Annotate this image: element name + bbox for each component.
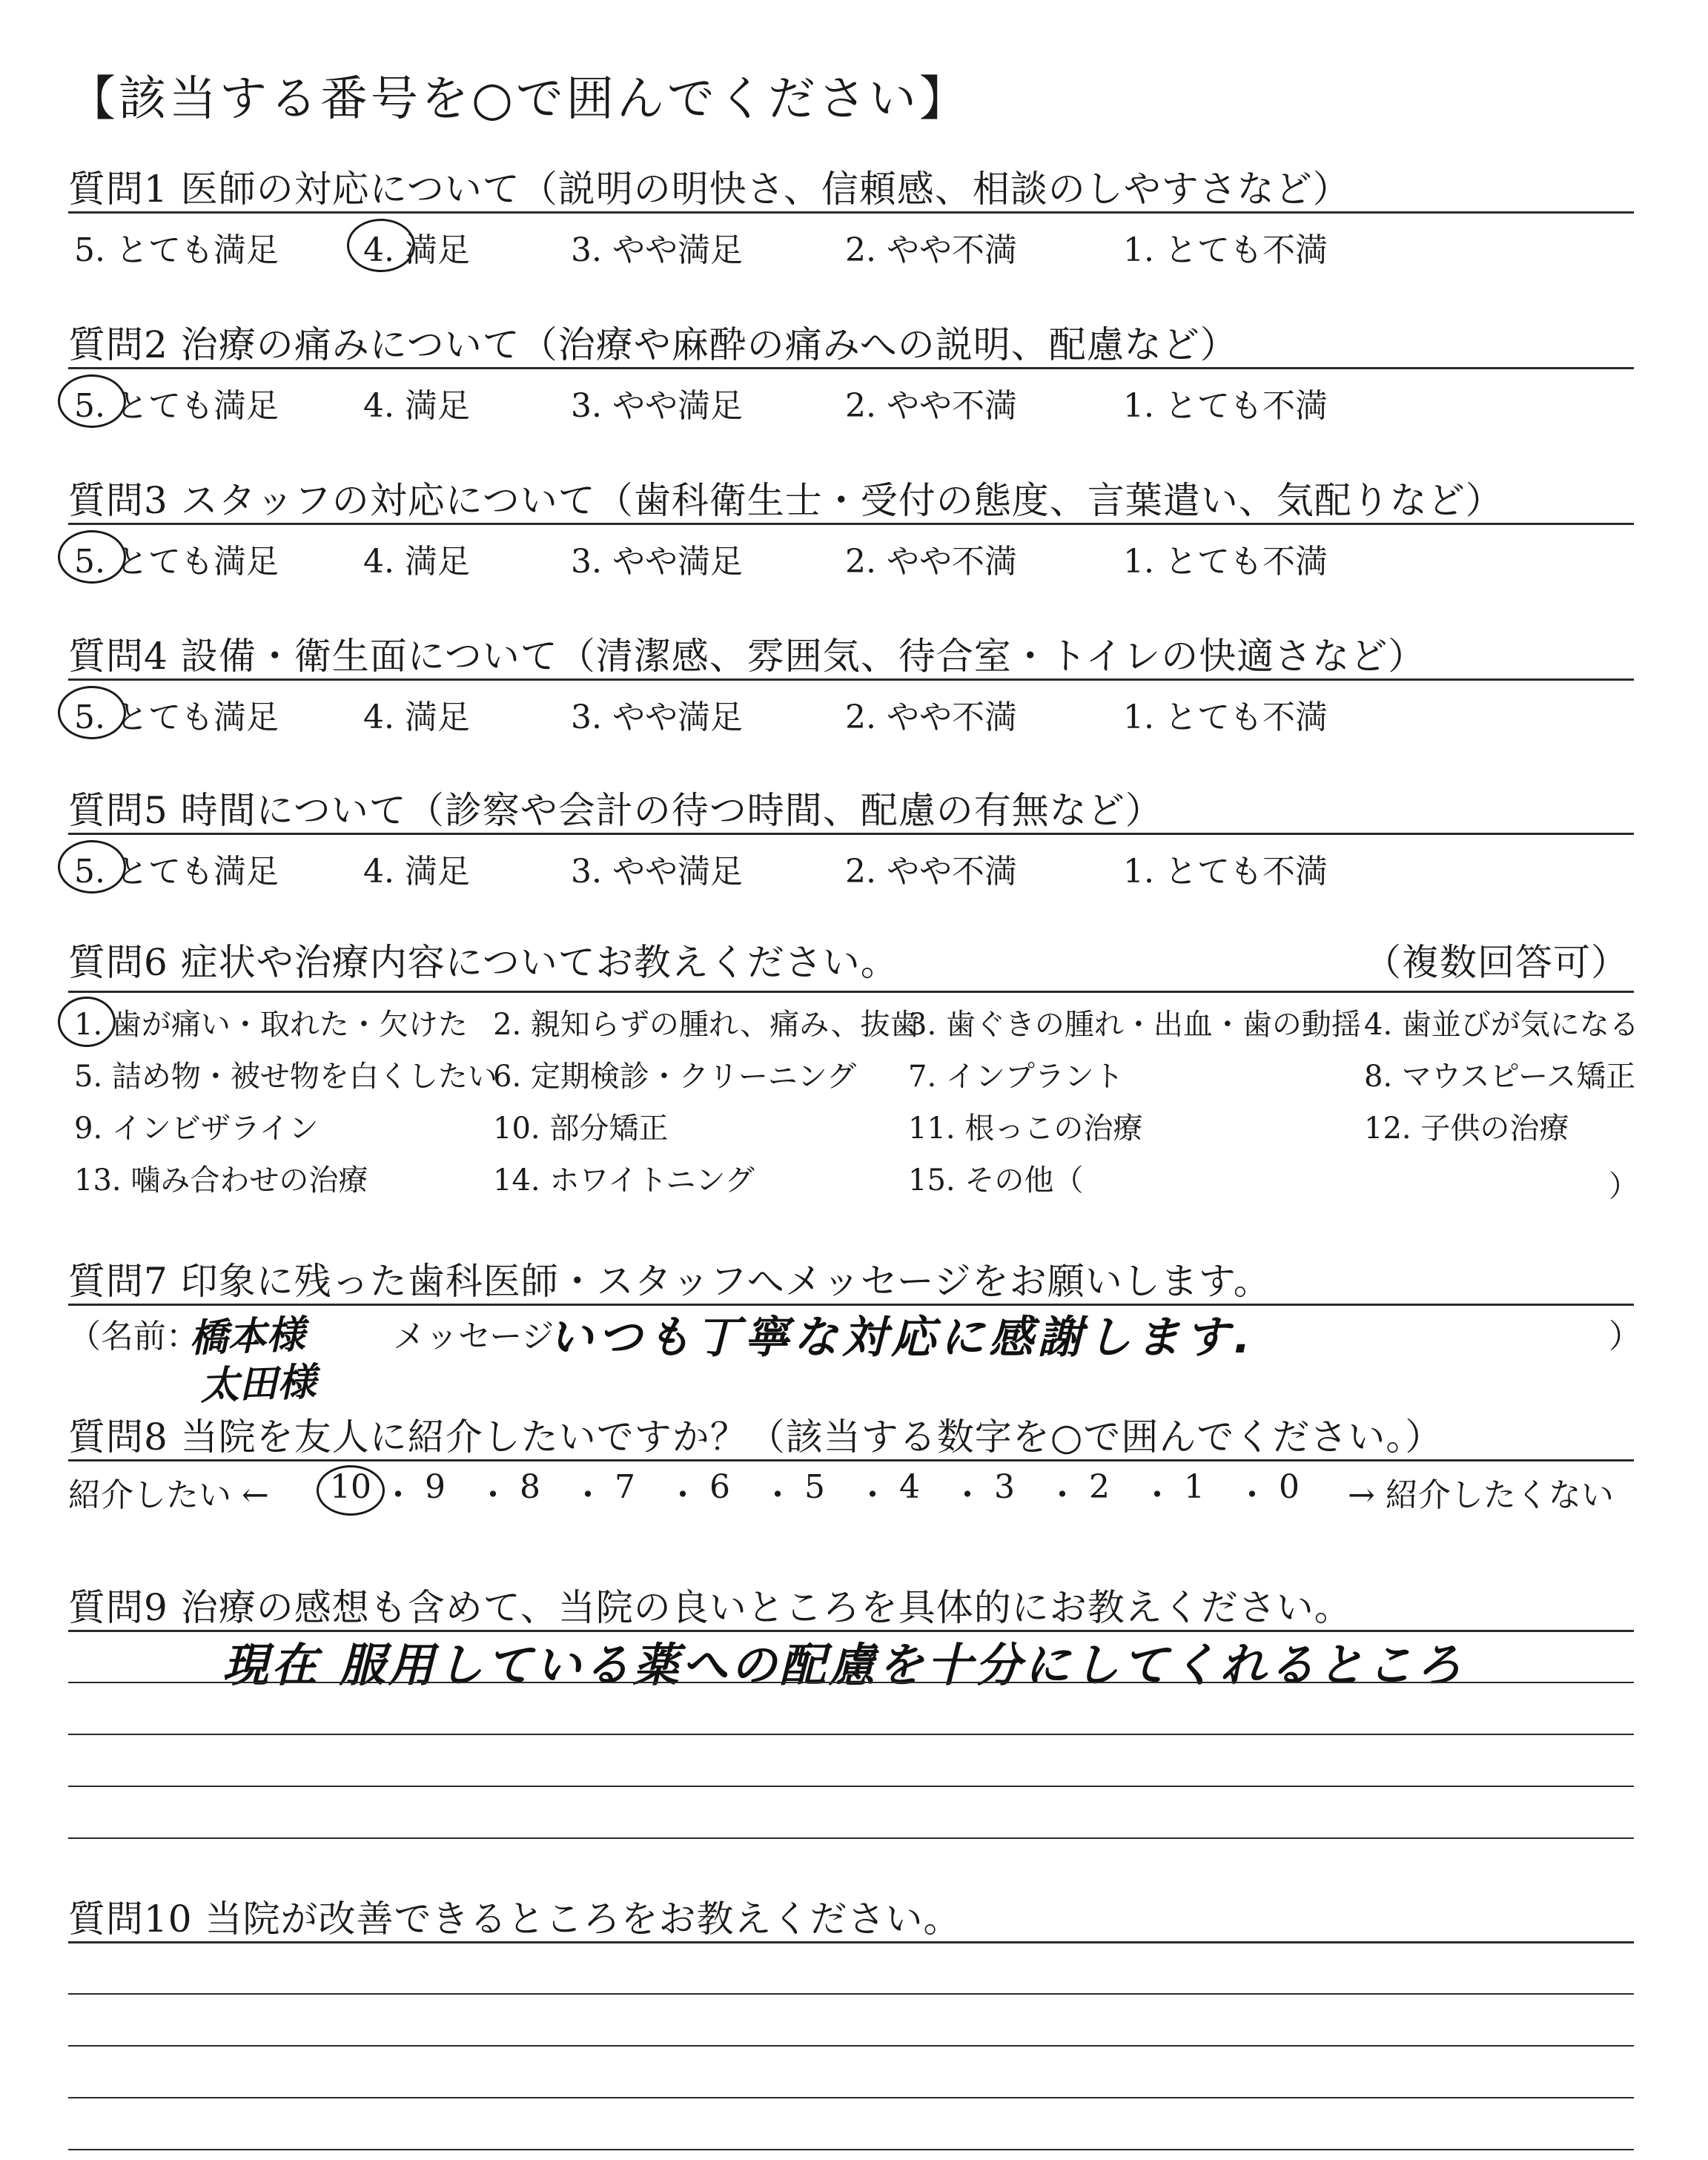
q6-item: 2. 親知らずの腫れ、痛み、抜歯: [493, 1008, 920, 1042]
scale-number: 1: [1184, 1468, 1205, 1506]
rating-option: 4. 満足: [363, 387, 470, 425]
question-label: 質問1 医師の対応について（説明の明快さ、信頼感、相談のしやすさなど）: [68, 168, 1351, 211]
q7-name-1: 橋本様: [188, 1312, 306, 1361]
rating-option: 4. 満足: [363, 853, 470, 891]
rating-option: 1. とても不満: [1123, 853, 1328, 891]
q9-line: [68, 1734, 1634, 1735]
q6-item: 3. 歯ぐきの腫れ・出血・歯の動揺: [908, 1008, 1361, 1042]
selection-circle: [317, 1465, 385, 1516]
q6-item: 6. 定期検診・クリーニング: [493, 1060, 857, 1094]
rating-option: 2. やや不満: [845, 231, 1017, 269]
rating-option: 1. とても不満: [1123, 387, 1328, 425]
rating-option: 4. 満足: [363, 543, 470, 581]
rating-option: 2. やや不満: [845, 387, 1017, 425]
scale-separator: ・: [666, 1476, 699, 1514]
selection-circle: [58, 374, 126, 428]
q6-rule: [68, 991, 1634, 993]
rating-option: 5. とても満足: [74, 231, 279, 269]
q10-line: [68, 2097, 1634, 2098]
q6-item: 12. 子供の治療: [1364, 1112, 1569, 1146]
scale-number: 10: [330, 1468, 371, 1506]
q6-item: 11. 根っこの治療: [908, 1112, 1143, 1146]
scale-number: 8: [520, 1468, 540, 1506]
scale-number: 9: [425, 1468, 446, 1506]
scale-number: 2: [1089, 1468, 1110, 1506]
rating-option: 5. とても満足: [74, 853, 279, 891]
scale-separator: ・: [856, 1476, 889, 1514]
selection-circle: [58, 997, 116, 1047]
rating-option: 3. やや満足: [571, 231, 743, 269]
q9-line: [68, 1837, 1634, 1839]
scale-number: 3: [994, 1468, 1015, 1506]
scale-number: 5: [804, 1468, 825, 1506]
scale-number: 7: [615, 1468, 635, 1506]
q10-line: [68, 1993, 1634, 1995]
scale-separator: ・: [477, 1476, 509, 1514]
q10-line: [68, 2045, 1634, 2047]
q10-rule: [68, 1941, 1634, 1943]
q6-item: 8. マウスピース矯正: [1364, 1060, 1636, 1094]
question-label: 質問2 治療の痛みについて（治療や麻酔の痛みへの説明、配慮など）: [68, 323, 1238, 366]
selection-circle: [347, 219, 415, 272]
rating-option: 5. とても満足: [74, 543, 279, 581]
rating-option: 3. やや満足: [571, 853, 743, 891]
scale-separator: ・: [761, 1476, 794, 1514]
q6-item: 13. 噛み合わせの治療: [74, 1163, 368, 1198]
question-rule: [68, 678, 1634, 681]
rating-option: 1. とても不満: [1123, 231, 1328, 269]
scale-separator: ・: [1141, 1476, 1174, 1514]
selection-circle: [58, 686, 126, 739]
q7-message: いつも丁寧な対応に感謝します.: [549, 1312, 1255, 1364]
selection-circle: [58, 530, 126, 584]
rating-option: 5. とても満足: [74, 698, 279, 736]
q7-message-label: メッセージ：: [393, 1318, 587, 1355]
q7-name-label: （名前：: [68, 1318, 199, 1355]
selection-circle: [58, 840, 126, 894]
rating-option: 3. やや満足: [571, 387, 743, 425]
q6-item: 7. インプラント: [908, 1060, 1124, 1094]
scale-separator: ・: [1046, 1476, 1079, 1514]
instruction-heading: 【該当する番号を○で囲んでください】: [68, 72, 970, 127]
q8-right: → 紹介したくない: [1348, 1476, 1614, 1514]
q9-label: 質問9 治療の感想も含めて、当院の良いところを具体的にお教えください。: [68, 1586, 1352, 1629]
q10-label: 質問10 当院が改善できるところをお教えください。: [68, 1898, 961, 1941]
q8-left: 紹介したい ←: [68, 1476, 269, 1514]
scale-separator: ・: [951, 1476, 984, 1514]
q8-label: 質問8 当院を友人に紹介したいですか？（該当する数字を○で囲んでください。）: [68, 1416, 1443, 1459]
question-rule: [68, 367, 1634, 369]
rating-option: 2. やや不満: [845, 698, 1017, 736]
question-rule: [68, 833, 1634, 835]
rating-option: 1. とても不満: [1123, 543, 1328, 581]
q6-item: 14. ホワイトニング: [493, 1163, 755, 1198]
scale-number: 6: [709, 1468, 730, 1506]
q6-other-close: ）: [1609, 1169, 1638, 1203]
rating-option: 3. やや満足: [571, 698, 743, 736]
q10-line: [68, 2149, 1634, 2150]
q6-item: 5. 詰め物・被せ物を白くしたい: [74, 1060, 497, 1094]
q6-item: 9. インビザライン: [74, 1112, 319, 1146]
q6-item: 4. 歯並びが気になる: [1364, 1008, 1639, 1042]
question-label: 質問4 設備・衛生面について（清潔感、雰囲気、待合室・トイレの快適さなど）: [68, 635, 1426, 678]
q6-label: 質問6 症状や治療内容についてお教えください。: [68, 941, 898, 984]
q6-item: 10. 部分矯正: [493, 1112, 669, 1146]
rating-option: 3. やや満足: [571, 543, 743, 581]
q9-line: [68, 1786, 1634, 1787]
rating-option: 4. 満足: [363, 698, 470, 736]
scale-number: 0: [1279, 1468, 1300, 1506]
scale-number: 4: [899, 1468, 920, 1506]
scale-separator: ・: [1236, 1476, 1268, 1514]
question-rule: [68, 523, 1634, 525]
q7-close: ）: [1609, 1318, 1641, 1355]
scale-separator: ・: [382, 1476, 414, 1514]
question-label: 質問5 時間について（診察や会計の待つ時間、配慮の有無など）: [68, 789, 1163, 832]
question-rule: [68, 211, 1634, 214]
question-label: 質問3 スタッフの対応について（歯科衛生士・受付の態度、言葉遣い、気配りなど）: [68, 479, 1503, 522]
scale-separator: ・: [572, 1476, 604, 1514]
rating-option: 2. やや不満: [845, 543, 1017, 581]
rating-option: 5. とても満足: [74, 387, 279, 425]
q6-item: 1. 歯が痛い・取れた・欠けた: [74, 1008, 468, 1042]
rating-option: 2. やや不満: [845, 853, 1017, 891]
q9-line: [68, 1682, 1634, 1683]
q7-name-2: 太田様: [199, 1360, 317, 1409]
q6-note: （複数回答可）: [1364, 941, 1629, 984]
rating-option: 4. 満足: [363, 231, 470, 269]
rating-option: 1. とても不満: [1123, 698, 1328, 736]
q9-answer: 現在 服用している薬への配慮を十分にしてくれるところ: [222, 1638, 1465, 1692]
q6-item: 15. その他（: [908, 1163, 1084, 1198]
q8-rule: [68, 1459, 1634, 1462]
q7-label: 質問7 印象に残った歯科医師・スタッフへメッセージをお願いします。: [68, 1260, 1271, 1303]
